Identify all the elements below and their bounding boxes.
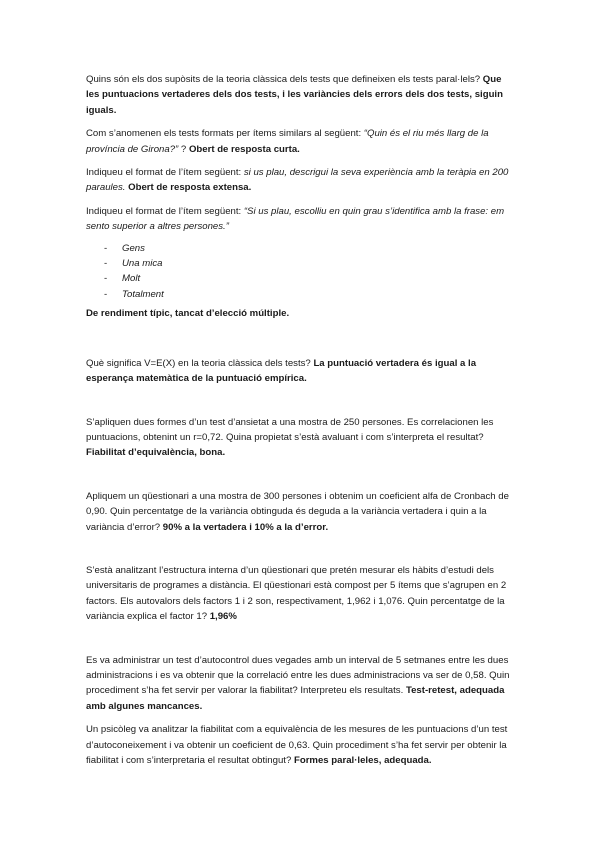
question-text: Què significa V=E(X) en la teoria clàssica dels tests?	[86, 357, 314, 369]
answer-text: 1,96%	[209, 611, 237, 623]
answer-text: Test-retest, adequada amb algunes mancances.	[86, 685, 505, 712]
option-item: - Totalment	[104, 287, 516, 302]
question-text: Quins són els dos supòsits de la teoria clàssica dels tests que defineixen els tests paral·lels?	[86, 74, 483, 85]
option-item: - Una mica	[104, 256, 516, 271]
qa-item-10	[86, 722, 516, 768]
question-text: S’apliquen dues formes d’un test d’ansietat a una mostra de 250 persones. Es correlacionen les puntuacions, obtenint un r=0,72. Quina propietat s’està avaluant i com s’interpreta el resultat?	[86, 416, 494, 443]
qa-item-8	[86, 563, 516, 625]
question-text: Es va administrar un test d’autocontrol dues vegades amb un interval de 5 setmanes entre les dues administracions i es va obtenir que la correlació entre les dues administracions va ser de 0,58. Quin procediment s’ha fet servir per valorar la fiabilitat? Interpreteu els resultats.	[86, 654, 510, 697]
question-text: Apliquem un qüestionari a una mostra de 300 persones i obtenim un coeficient alfa de Cronbach de 0,90. Quin percentatge de la variància obtinguda és deguda a la variància vertadera i quin a la variància d’error?	[86, 490, 509, 533]
qa-item-9	[86, 653, 516, 715]
qa-item-4-answer	[86, 306, 516, 321]
question-text: ?	[178, 143, 189, 155]
answer-text: Formes paral·leles, adequada.	[293, 755, 432, 766]
option-item: - Molt	[104, 271, 516, 286]
qa-item-4	[86, 204, 516, 235]
qa-item-5	[86, 356, 516, 387]
answer-text: 90% a la vertadera i 10% a la d’error.	[162, 521, 329, 533]
qa-item-6	[86, 415, 516, 461]
answer-text: Obert de resposta curta.	[188, 143, 300, 155]
question-text: Un psicòleg va analitzar la fiabilitat com a equivalència de les mesures de les puntuacions d’un test d’autoconeixement i va obtenir un coeficient de 0,63. Quin procediment s’ha fet servir per obtenir la fiabilitat i com s’interpretaria el resultat obtingut?	[86, 724, 508, 766]
answer-text: Que les puntuacions vertaderes dels dos tests, i les variàncies dels errors dels dos tests, siguin iguals.	[86, 74, 503, 116]
answer-text: De rendiment típic, tancat d’elecció múltiple.	[86, 308, 290, 320]
question-text: Com s’anomenen els tests formats per ítems similars al següent:	[86, 128, 364, 140]
question-text: S’està analitzant l’estructura interna d’un qüestionari que pretén mesurar els hàbits d’estudi dels universitaris de programes a distància. El qüestionari està compost per 5 ítems que s’agrupen en 2 factors. Els autovalors dels factors 1 i 2 son, respectivament, 1,962 i 1,076. Quin percentatge de la variància explica el factor 1?	[86, 564, 507, 623]
question-example: “Si us plau, escolliu en quin grau s’identifica amb la frase: em sento superior a altres persones.”	[86, 205, 505, 233]
qa-item-1	[86, 72, 516, 118]
option-list	[104, 241, 516, 303]
answer-text: Fiabilitat d’equivalència, bona.	[86, 447, 226, 459]
question-text: Indiqueu el format de l’ítem següent:	[86, 167, 244, 179]
qa-item-2	[86, 126, 516, 157]
answer-text: Obert de resposta extensa.	[128, 182, 252, 194]
question-example: “Quin és el riu més llarg de la província de Girona?”	[86, 128, 489, 155]
qa-item-3	[86, 165, 516, 196]
answer-text: La puntuació vertadera és igual a la esperança matemàtica de la puntuació empírica.	[86, 357, 477, 385]
question-text: Indiqueu el format de l’ítem següent:	[86, 205, 244, 217]
question-example: si us plau, descrigui la seva experiència amb la teràpia en 200 paraules.	[86, 167, 509, 194]
qa-item-7	[86, 489, 516, 535]
option-item: - Gens	[104, 241, 516, 256]
